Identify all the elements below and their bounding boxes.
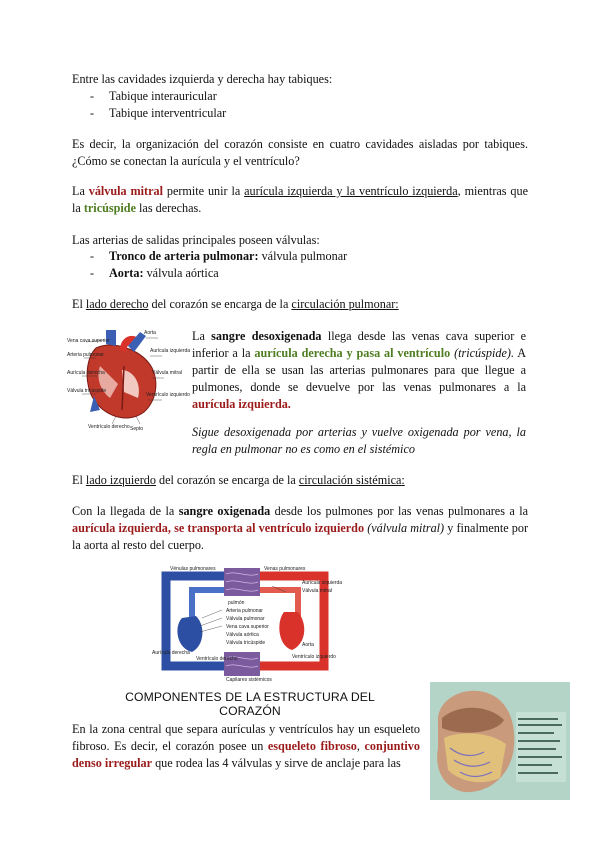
- fig-label: Válvula pulmonar: [226, 616, 265, 622]
- fig-label: Aorta: [302, 642, 314, 648]
- fig-label: Aorta: [144, 330, 156, 336]
- fig-label: Válvula tricúspide: [67, 388, 107, 394]
- fig-label: Ventrículo derecho: [88, 424, 130, 430]
- valvulas-paragraph: La válvula mitral permite unir la aurícula izquierda y la ventrículo izquierda, mientras que la tricúspide las derechas.: [72, 184, 528, 215]
- fig-label: Vena cava superior: [67, 338, 110, 344]
- fig-label: Aurícula derecha: [67, 370, 105, 376]
- fig-label: pulmón: [228, 600, 245, 606]
- fig-label: Ventrículo izquierdo: [146, 392, 190, 398]
- fig-label: Válvula aórtica: [226, 632, 259, 638]
- list-item: - Tabique interventricular: [90, 106, 227, 120]
- intro-text: Entre las cavidades izquierda y derecha hay tabiques:: [72, 72, 333, 86]
- fig-label: Arteria pulmonar: [67, 352, 104, 358]
- fig-label: Vena cava superior: [226, 624, 269, 630]
- fig-label: Arteria pulmonar: [226, 608, 263, 614]
- fig-label: Venas pulmonares: [264, 566, 306, 572]
- fig-label: Ventrículo derecho: [196, 656, 238, 662]
- lado-derecho-heading: El lado derecho del corazón se encarga de la circulación pulmonar:: [72, 297, 399, 311]
- fig-label: Vénulas pulmonares: [170, 566, 216, 572]
- fig-label: Septo: [130, 426, 144, 432]
- esqueleto-paragraph: En la zona central que separa aurículas y ventrículos hay un esqueleto fibroso. Es decir, el corazón posee un esqueleto fibroso, conjuntivo denso irregular que rodea las 4 válvulas y sirve de anclaje para las: [72, 722, 420, 770]
- nota-italica: Sigue desoxigenada por arterias y vuelve oxigenada por vena, la regla en pulmonar no es como en el sistémico: [192, 425, 526, 456]
- section-heading: COMPONENTES DE LA ESTRUCTURA DEL CORAZÓN: [125, 690, 375, 718]
- lado-izquierdo-heading: El lado izquierdo del corazón se encarga de la circulación sistémica:: [72, 473, 405, 487]
- organizacion-paragraph: Es decir, la organización del corazón consiste en cuatro cavidades aisladas por tabiques. ¿Cómo se conectan la aurícula y el ventrículo?: [72, 137, 528, 168]
- fig-label: Aurícula derecha: [152, 650, 190, 656]
- fig-label: Aurícula izquierda: [150, 348, 191, 354]
- fig-label: Válvula mitral: [152, 370, 183, 376]
- fig-label: Aurícula izquierda: [302, 580, 343, 586]
- heart-anatomy-figure: [66, 326, 191, 434]
- arterias-intro: Las arterias de salidas principales poseen válvulas:: [72, 233, 320, 247]
- list-item: - Tabique interauricular: [90, 89, 217, 103]
- circulation-diagram: [152, 562, 342, 682]
- fibrous-skeleton-figure: [430, 682, 570, 800]
- fig-label: Ventrículo izquierdo: [292, 654, 336, 660]
- list-item: - Tronco de arteria pulmonar: válvula pulmonar: [90, 249, 348, 263]
- lado-izquierdo-paragraph: Con la llegada de la sangre oxigenada desde los pulmones por las venas pulmonares a la aurícula izquierda, se transporta al ventrículo izquierdo (válvula mitral) y finalmente por la aorta al resto del cuerpo.: [72, 504, 528, 552]
- fig-label: Válvula tricúspide: [226, 640, 266, 646]
- fig-label: Capilares sistémicos: [226, 677, 272, 683]
- lado-derecho-paragraph: La sangre desoxigenada llega desde las venas cava superior e inferior a la aurícula derecha y pasa al ventrículo (tricúspide). A partir de ella se usan las arterias pulmonares para que llegue a pulmones, donde se devuelve por las venas pulmonares a la aurícula izquierda.: [192, 329, 526, 411]
- list-item: - Aorta: válvula aórtica: [90, 266, 219, 280]
- fig-label: Válvula mitral: [302, 588, 333, 594]
